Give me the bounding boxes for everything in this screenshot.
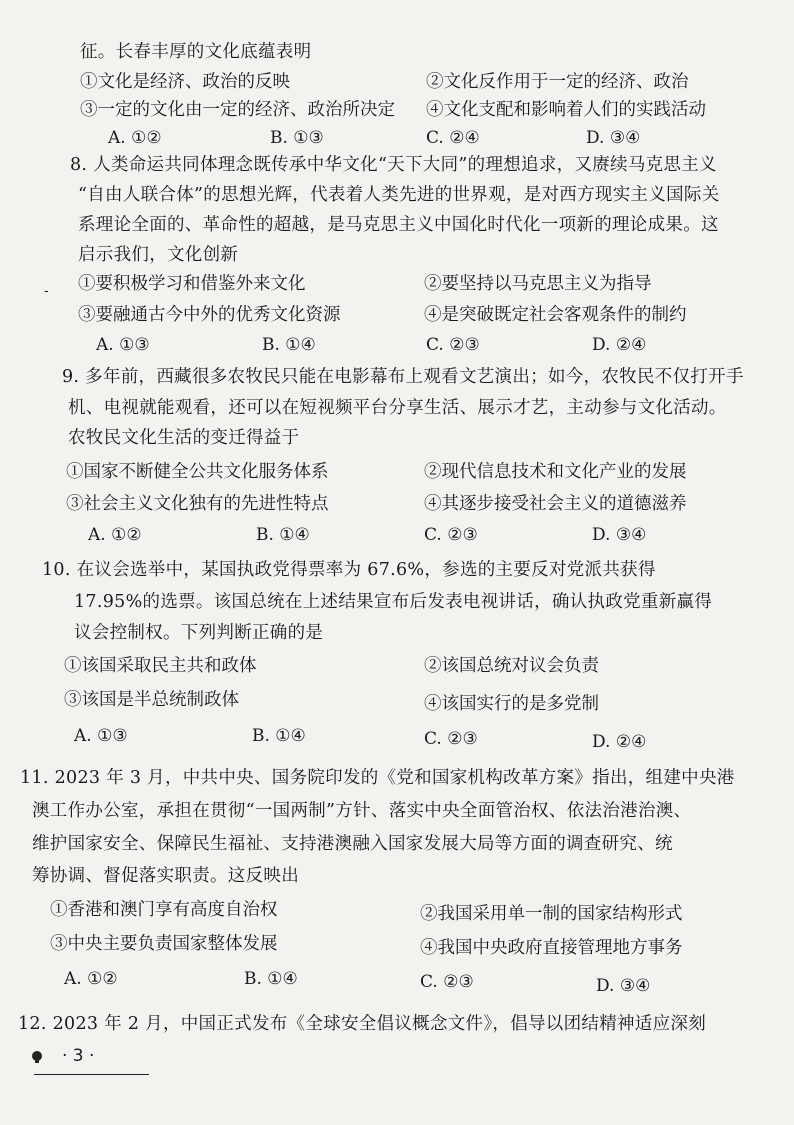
question-text-line-13: 澳工作办公室，承担在贯彻“一国两制”方针、落实中央全面管治权、依法治港治澳、 <box>32 801 692 821</box>
question-text-line-6: 9. 多年前，西藏很多农牧民只能在电影幕布上观看文艺演出；如今，农牧民不仅打开手 <box>62 367 744 387</box>
answer-choice-2: B. ①③ <box>270 128 324 148</box>
answer-choice-14: B. ①④ <box>252 726 306 746</box>
question-text-line-8: 农牧民文化生活的变迁得益于 <box>68 428 300 448</box>
question-text-line-2: 8. 人类命运共同体理念既传承中华文化“天下大同”的理想追求，又赓续马克思主义 <box>70 155 717 175</box>
answer-choice-5: A. ①③ <box>96 335 150 355</box>
statement-option-15: ③该国是半总统制政体 <box>64 690 239 710</box>
answer-choice-3: C. ②④ <box>426 128 480 148</box>
question-text-line-1: 征。长春丰厚的文化底蕴表明 <box>80 42 312 62</box>
statement-option-14: ②该国总统对议会负责 <box>424 656 599 676</box>
question-text-line-3: “自由人联合体”的思想光辉，代表着人类先进的世界观，是对西方现实主义国际关 <box>78 185 720 205</box>
answer-choice-9: A. ①② <box>88 525 142 545</box>
statement-option-17: ①香港和澳门享有高度自治权 <box>50 900 278 920</box>
footer-rule <box>34 1074 149 1075</box>
statement-option-8: ④是突破既定社会客观条件的制约 <box>424 305 687 325</box>
statement-option-1: ①文化是经济、政治的反映 <box>80 72 290 92</box>
answer-choice-1: A. ①② <box>108 128 162 148</box>
page-number: · 3 · <box>62 1046 95 1066</box>
question-text-line-16: 12. 2023 年 2 月，中国正式发布《全球安全倡议概念文件》，倡导以团结精神适应深刻 <box>18 1014 706 1034</box>
answer-choice-19: C. ②③ <box>420 972 474 992</box>
statement-option-13: ①该国采取民主共和政体 <box>64 656 257 676</box>
answer-choice-16: D. ②④ <box>592 732 647 752</box>
question-text-line-12: 11. 2023 年 3 月，中共中央、国务院印发的《党和国家机构改革方案》指出，组建中央港 <box>20 768 735 788</box>
question-text-line-5: 启示我们，文化创新 <box>78 245 239 265</box>
page-footer <box>22 1040 142 1080</box>
question-text-line-14: 维护国家安全、保障民生福祉、支持港澳融入国家发展大局等方面的调查研究、统 <box>32 834 673 854</box>
answer-choice-17: A. ①② <box>64 969 118 989</box>
statement-option-11: ③社会主义文化独有的先进性特点 <box>66 494 329 514</box>
statement-option-9: ①国家不断健全公共文化服务体系 <box>66 462 329 482</box>
lightbulb-icon <box>30 1050 44 1064</box>
answer-choice-7: C. ②③ <box>426 335 480 355</box>
question-text-line-10: 17.95%的选票。该国总统在上述结果宣布后发表电视讲话，确认执政党重新赢得 <box>74 592 713 612</box>
margin-dash: - <box>44 283 49 299</box>
statement-option-10: ②现代信息技术和文化产业的发展 <box>424 462 687 482</box>
question-text-line-11: 议会控制权。下列判断正确的是 <box>74 623 324 643</box>
answer-choice-18: B. ①④ <box>244 969 298 989</box>
answer-choice-15: C. ②③ <box>424 729 478 749</box>
question-text-line-15: 筹协调、督促落实职责。这反映出 <box>32 866 299 886</box>
question-text-line-7: 机、电视就能观看，还可以在短视频平台分享生活、展示才艺，主动参与文化活动。 <box>68 398 727 418</box>
statement-option-6: ②要坚持以马克思主义为指导 <box>424 274 652 294</box>
answer-choice-10: B. ①④ <box>256 525 310 545</box>
answer-choice-6: B. ①④ <box>262 335 316 355</box>
answer-choice-12: D. ③④ <box>592 525 647 545</box>
answer-choice-20: D. ③④ <box>596 976 651 996</box>
answer-choice-4: D. ③④ <box>586 128 641 148</box>
question-text-line-4: 系理论全面的、革命性的超越，是马克思主义中国化时代化一项新的理论成果。这 <box>78 215 719 235</box>
statement-option-19: ③中央主要负责国家整体发展 <box>50 934 278 954</box>
statement-option-20: ④我国中央政府直接管理地方事务 <box>420 938 683 958</box>
answer-choice-13: A. ①③ <box>74 726 128 746</box>
statement-option-12: ④其逐步接受社会主义的道德滋养 <box>424 494 687 514</box>
statement-option-5: ①要积极学习和借鉴外来文化 <box>78 274 306 294</box>
statement-option-18: ②我国采用单一制的国家结构形式 <box>420 904 683 924</box>
question-text-line-9: 10. 在议会选举中，某国执政党得票率为 67.6%，参选的主要反对党派共获得 <box>42 560 656 580</box>
statement-option-2: ②文化反作用于一定的经济、政治 <box>426 72 689 92</box>
answer-choice-11: C. ②③ <box>424 525 478 545</box>
statement-option-16: ④该国实行的是多党制 <box>424 694 599 714</box>
statement-option-4: ④文化支配和影响着人们的实践活动 <box>426 100 706 120</box>
statement-option-3: ③一定的文化由一定的经济、政治所决定 <box>80 100 395 120</box>
answer-choice-8: D. ②④ <box>592 335 647 355</box>
statement-option-7: ③要融通古今中外的优秀文化资源 <box>78 305 341 325</box>
